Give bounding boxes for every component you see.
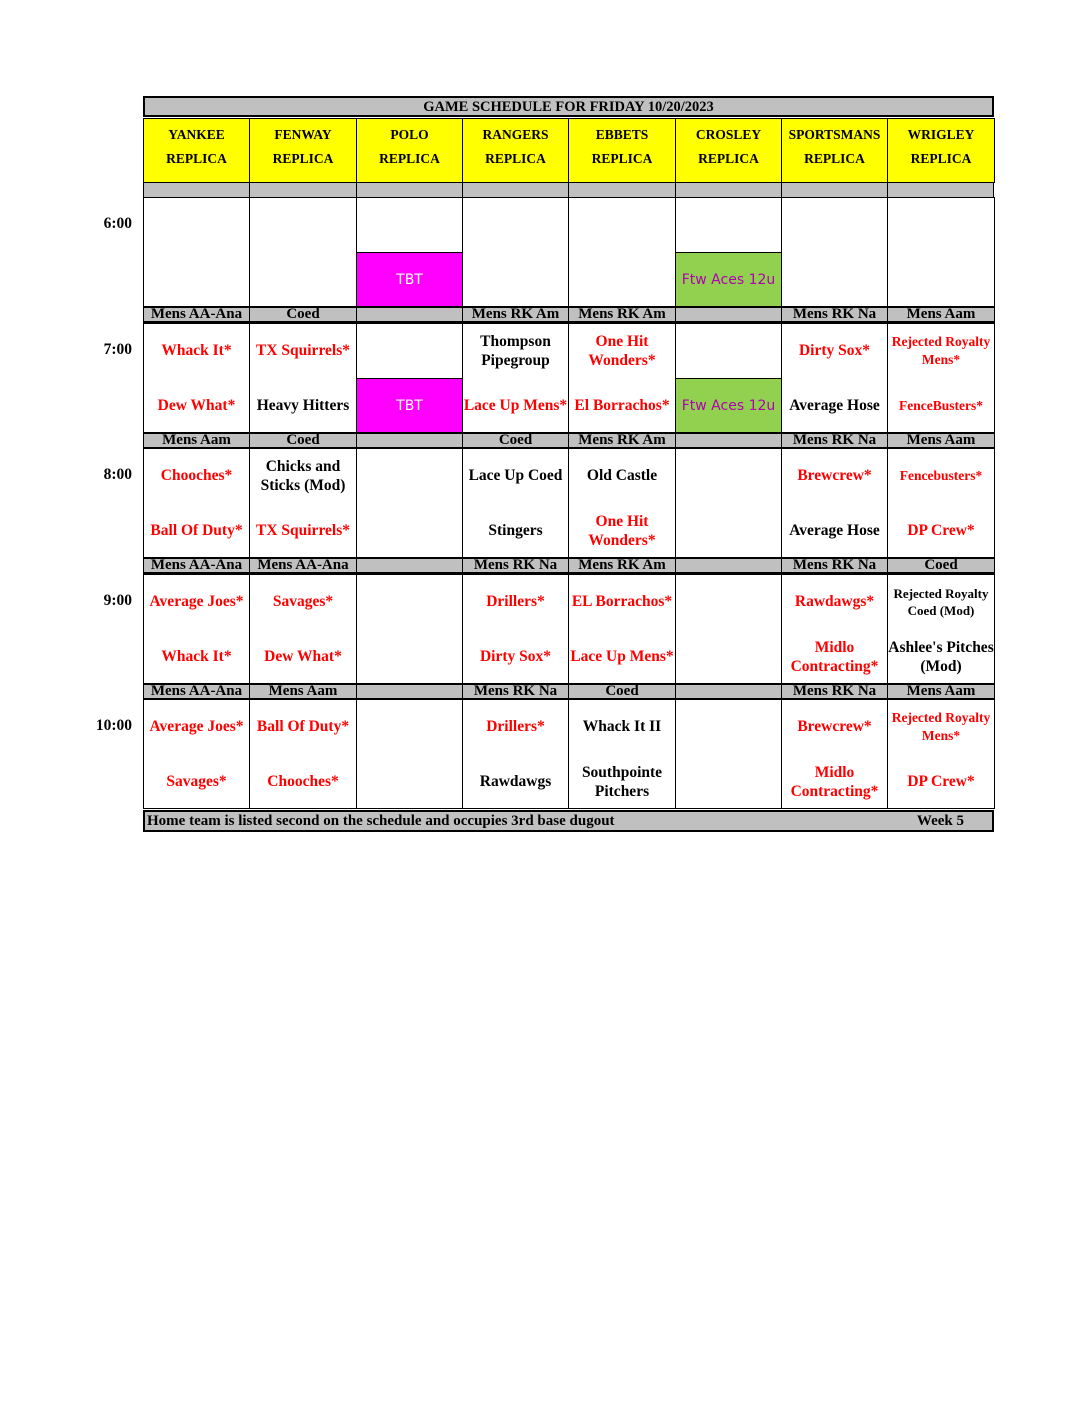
away-team [675,448,782,503]
home-team: Average Hose [789,397,880,414]
division-label: Mens RK Na [462,557,569,574]
header-spacer-divider [356,183,357,197]
division-label: Mens RK Na [462,683,569,700]
division-label: Coed [568,683,676,700]
home-team [675,629,782,684]
home-team: Dirty Sox* [479,648,552,665]
away-team: Dirty Sox* [798,342,871,359]
time-label: 10:00 [95,717,132,734]
away-team [249,197,357,252]
division-label: Mens RK Na [781,557,888,574]
home-team: Dew What* [264,648,342,665]
home-team: Heavy Hitters [256,397,350,414]
division-label: Mens RK Na [781,683,888,700]
time-label: 8:00 [103,466,132,483]
division-label: Mens Aam [249,683,357,700]
time-label: 7:00 [103,341,132,358]
home-team: TBT [356,252,463,308]
division-label: Mens AA-Ana [143,306,250,323]
away-team: Rejected Royalty Coed (Mod) [893,585,989,618]
field-name: CROSLEY [695,127,762,142]
home-team: Ftw Aces 12u [675,252,782,308]
division-label [356,683,463,700]
home-team: Dew What* [157,397,236,414]
division-label: Mens Aam [143,432,250,449]
header-spacer-divider [249,183,250,197]
field-name: SPORTSMANS [788,127,881,142]
division-label: Mens RK Am [568,306,676,323]
time-label: 6:00 [103,215,132,232]
division-label [356,557,463,574]
division-label: Mens Aam [887,432,995,449]
division-label: Mens AA-Ana [249,557,357,574]
away-team [356,197,463,252]
field-replica-label: REPLICA [272,151,334,166]
home-team: Stingers [488,522,543,539]
field-name: POLO [390,127,429,142]
home-team: DP Crew* [907,773,975,790]
division-label: Mens RK Am [462,306,569,323]
away-team: Chicks and Sticks (Mod) [260,457,346,494]
home-team [462,252,569,307]
away-team: Drillers* [486,593,545,610]
home-team: TBT [356,378,463,434]
home-team: Midlo Contracting* [790,638,879,675]
division-label: Mens AA-Ana [143,683,250,700]
away-team: Average Joes* [149,718,244,735]
away-team [568,197,676,252]
away-team: EL Borrachos* [571,593,673,610]
home-team: TX Squirrels* [255,522,351,539]
home-team: Lace Up Mens* [463,397,568,414]
field-name: WRIGLEY [907,127,975,142]
division-label: Mens RK Na [781,432,888,449]
division-label: Mens RK Am [568,432,676,449]
division-label: Coed [462,432,569,449]
field-header-5 [675,118,782,183]
away-team [356,448,463,503]
field-header-3 [462,118,569,183]
away-team: Rawdawgs* [794,593,875,610]
field-replica-label: REPLICA [166,151,227,166]
home-team [781,252,888,307]
away-team: Ball Of Duty* [256,718,350,735]
away-team [356,574,463,629]
field-replica-label: REPLICA [910,151,972,166]
away-team: Rejected Royalty Mens* [891,709,991,743]
field-replica-label: REPLICA [485,151,546,166]
division-label: Mens RK Am [568,557,676,574]
field-name: EBBETS [595,127,649,142]
away-team [675,574,782,629]
home-team: Average Hose [789,522,880,539]
away-team: Drillers* [486,718,545,735]
away-team: Savages* [272,593,334,610]
away-team [781,197,888,252]
time-label: 9:00 [103,592,132,609]
away-team: Fencebusters* [899,467,983,483]
away-team [675,323,782,378]
schedule-title: GAME SCHEDULE FOR FRIDAY 10/20/2023 [143,96,994,117]
away-team [356,699,463,754]
away-team [356,323,463,378]
field-header-0 [143,118,250,183]
home-team [249,252,357,307]
division-label [675,683,782,700]
home-team: Southpointe Pitchers [581,763,663,800]
home-team: Whack It* [161,648,232,665]
division-label: Mens Aam [887,306,995,323]
away-team: Brewcrew* [797,718,872,735]
division-label [675,306,782,323]
away-team: Thompson Pipegroup [480,332,551,369]
division-label: Coed [887,557,995,574]
header-spacer-divider [887,183,888,197]
away-team: Old Castle [586,467,658,484]
week-label: Week 5 [916,813,964,829]
field-replica-label: REPLICA [698,151,759,166]
home-team: El Borrachos* [574,397,670,414]
home-team: One Hit Wonders* [588,512,656,549]
field-header-7 [887,118,995,183]
away-team: One Hit Wonders* [588,332,656,369]
home-team: FenceBusters* [899,397,983,413]
header-spacer-divider [568,183,569,197]
home-team [356,754,463,809]
home-team: Savages* [166,773,227,790]
away-team: Whack It II [582,718,662,735]
field-header-6 [781,118,888,183]
away-team [887,197,995,252]
away-team: Chooches* [160,467,233,484]
home-team: Chooches* [267,773,339,790]
field-name: RANGERS [482,127,549,142]
field-header-2 [356,118,463,183]
field-name: FENWAY [274,127,332,142]
home-team: Ftw Aces 12u [675,378,782,434]
header-spacer-divider [675,183,676,197]
division-label: Mens AA-Ana [143,557,250,574]
home-team: Midlo Contracting* [790,763,879,800]
division-label: Coed [249,432,357,449]
field-replica-label: REPLICA [591,151,653,166]
home-team [675,503,782,558]
header-spacer-divider [462,183,463,197]
home-team [675,754,782,809]
field-header-1 [249,118,357,183]
home-team [356,629,463,684]
home-team: Ball Of Duty* [150,522,243,539]
home-team: Lace Up Mens* [570,648,674,665]
away-team: Lace Up Coed [468,467,563,484]
home-team [356,503,463,558]
home-team [143,252,250,307]
division-label [675,432,782,449]
home-team: DP Crew* [907,522,975,539]
away-team: Rejected Royalty Mens* [891,333,991,367]
division-label: Coed [249,306,357,323]
division-label: Mens RK Na [781,306,888,323]
division-label [675,557,782,574]
field-header-4 [568,118,676,183]
footer-note: Home team is listed second on the schedule and occupies 3rd base dugout [147,813,615,829]
away-team: TX Squirrels* [255,342,351,359]
home-team: Ashlee's Pitches (Mod) [888,638,994,675]
field-replica-label: REPLICA [804,151,865,166]
division-label [356,306,463,323]
away-team [675,197,782,252]
header-spacer-divider [781,183,782,197]
division-label [356,432,463,449]
schedule-footer [143,810,994,832]
away-team [675,699,782,754]
away-team [462,197,569,252]
field-replica-label: REPLICA [379,151,440,166]
division-label: Mens Aam [887,683,995,700]
away-team [143,197,250,252]
away-team: Whack It* [161,342,232,359]
home-team [887,252,995,307]
home-team [568,252,676,307]
away-team: Brewcrew* [797,467,872,484]
home-team: Rawdawgs [479,773,552,790]
away-team: Average Joes* [149,593,244,610]
field-name: YANKEE [168,127,225,142]
